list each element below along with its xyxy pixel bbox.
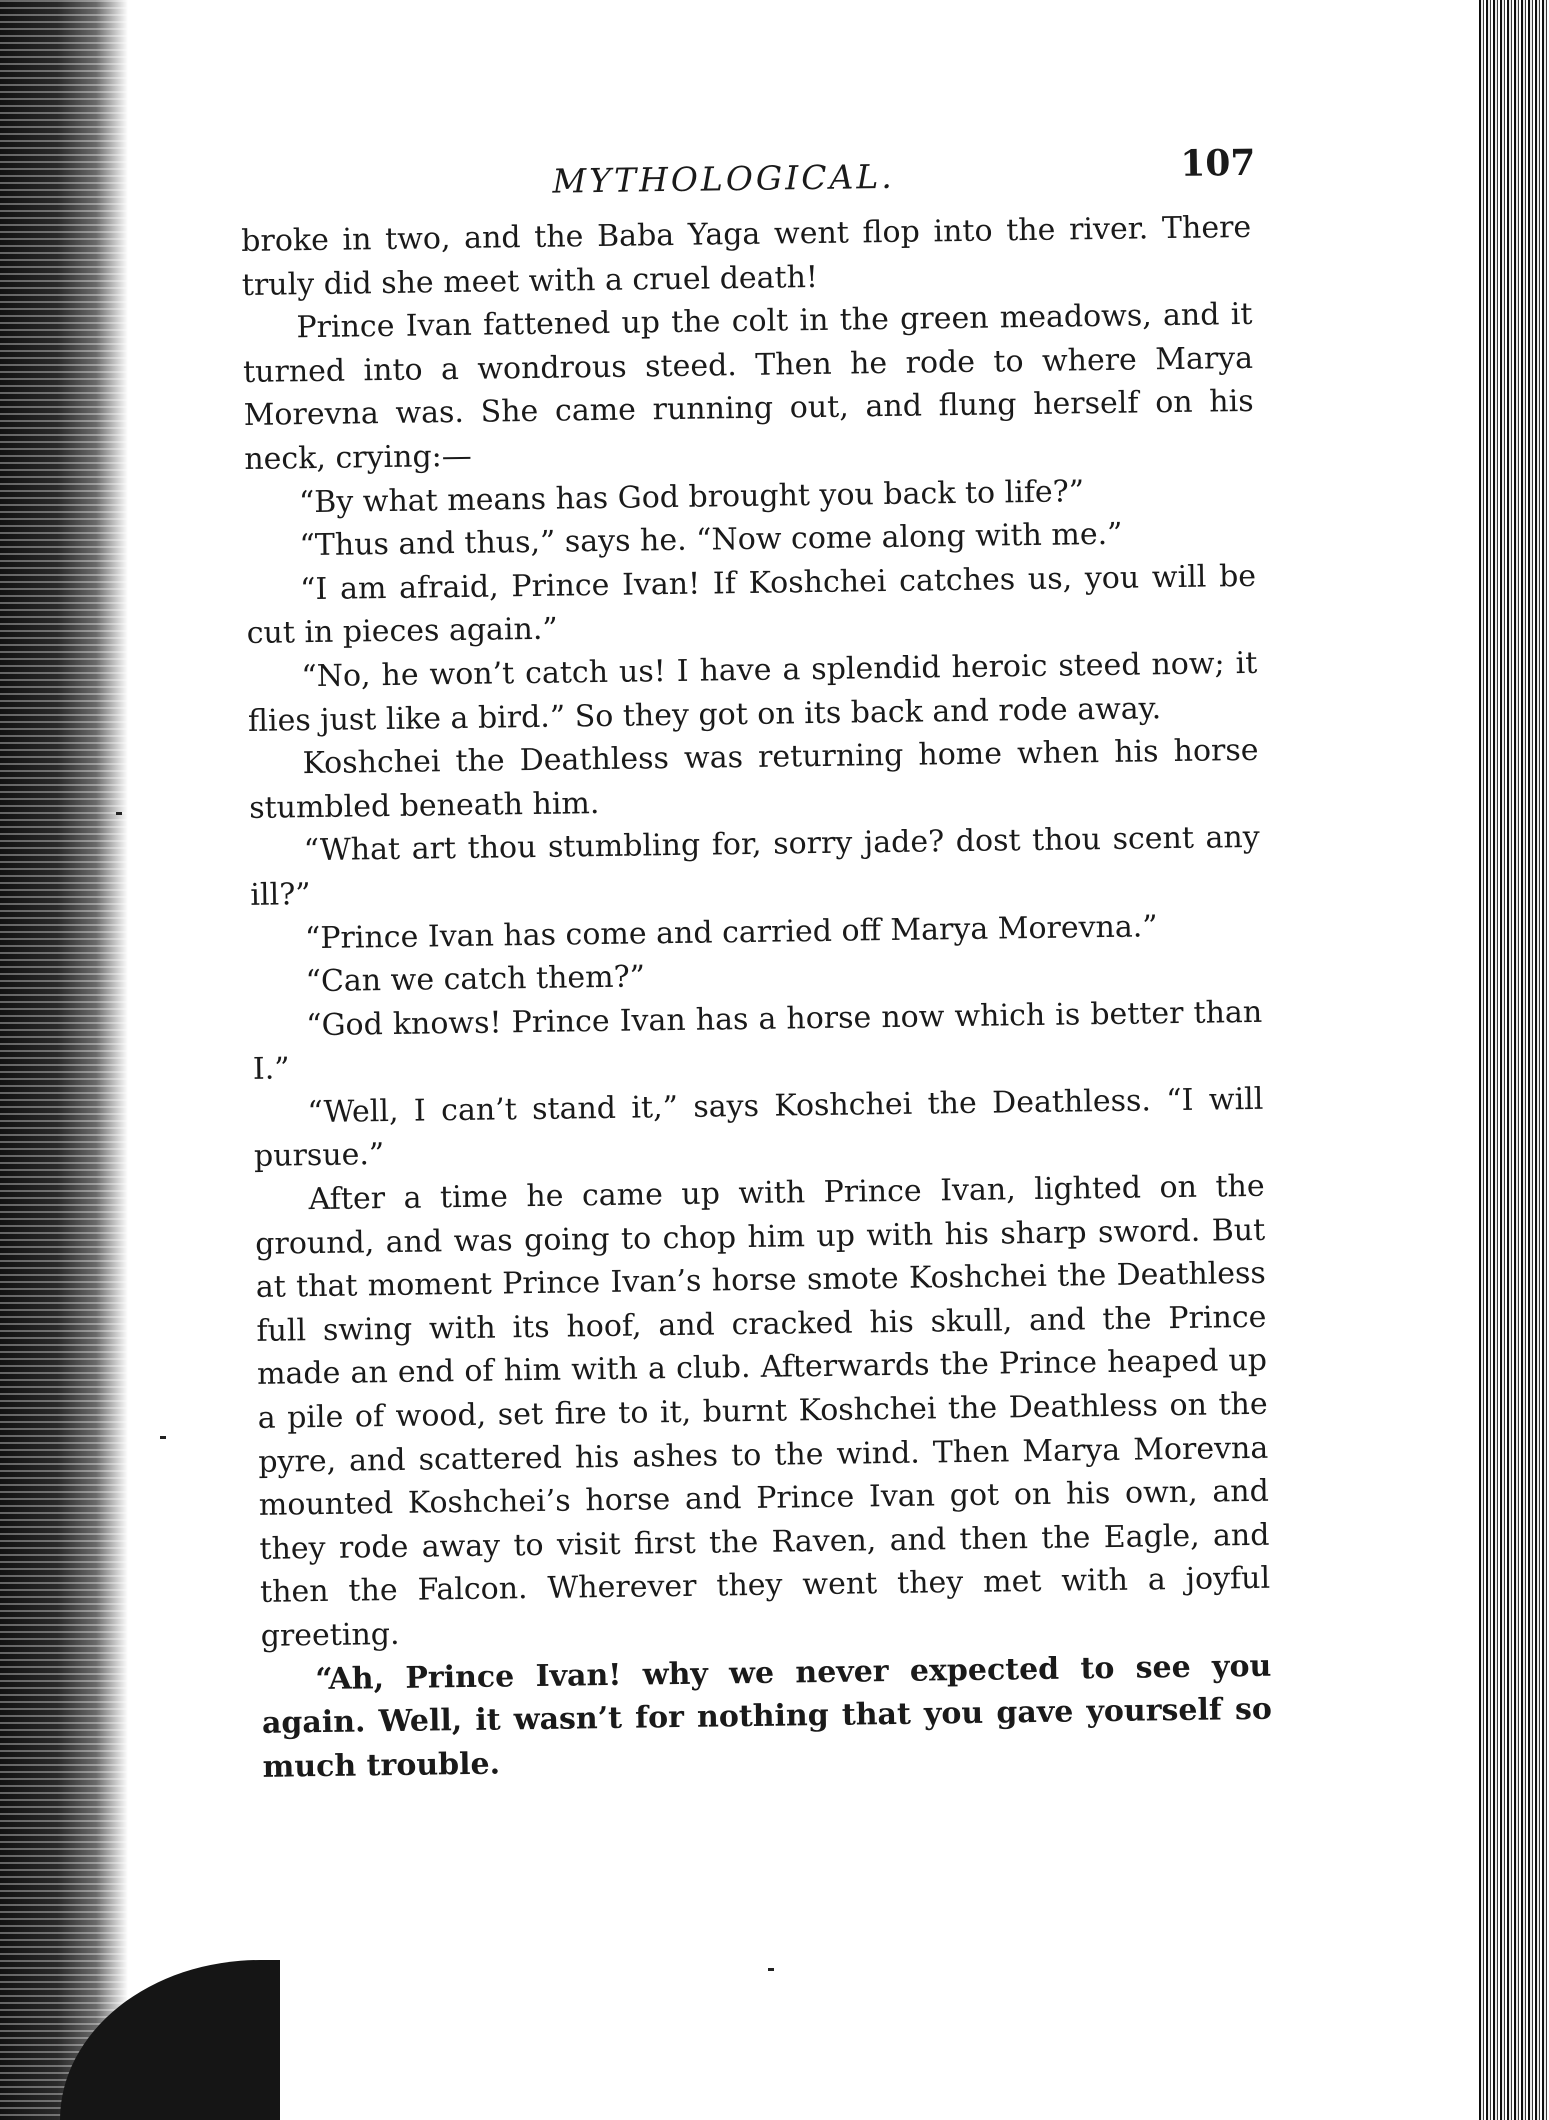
paragraph: “God knows! Prince Ivan has a horse now which is better than I.” [252,994,1263,1088]
paragraph: “Ah, Prince Ivan! why we never expected to see you again. Well, it wasn’t for nothing that you gave yourself so much trouble. [261,1648,1273,1785]
paragraph: After a time he came up with Prince Ivan, lighted on the ground, and was going to chop him up with his sharp sword. But at that moment Prince Ivan’s horse smote Koshchei the Deathless full swing with its hoof, and cracked his skull, and the Prince made an end of him with a club. Afterwards the Prince heaped up a pile of wood, set fire to it, burnt Koshchei the Deathless on the pyre, and scattered his ashes to the wind. Then Marya Morevna mounted Koshchei’s horse and Prince Ivan got on his own, and they rode away to visit first the Raven, and then the Eagle, and then the Falcon. Wherever they went they met with a joyful greeting. [255,1168,1271,1654]
paragraph: “Well, I can’t stand it,” says Koshchei the Deathless. “I will pursue.” [253,1081,1264,1175]
paragraph: “What art thou stumbling for, sorry jade? dost thou scent any ill?” [250,820,1260,913]
page-number: 107 [1179,141,1256,185]
paragraph: “I am afraid, Prince Ivan! If Koshchei catches us, you will be cut in pieces again.” [246,558,1257,652]
paragraph: Prince Ivan fattened up the colt in the green meadows, and it turned into a wondrous steed. Then he rode to where Marya Morevna was. She came running out, and flung herself on his neck, crying:— [242,297,1254,477]
page-content [240,136,1273,1789]
paragraph: “Prince Ivan has come and carried off Marya Morevna.” [304,908,1158,956]
ink-speck [116,812,122,815]
ink-speck [768,1968,774,1971]
running-title: MYTHOLOGICAL. [552,156,895,201]
book-gutter-shadow [0,0,128,2120]
ink-speck [160,1436,166,1439]
paragraph: “Thus and thus,” says he. “Now come along with me.” [299,516,1123,564]
running-head [240,136,1256,220]
page-stack-edge [1479,0,1549,2120]
paragraph: “Can we catch them?” [305,959,646,1000]
body-text [241,206,1273,1789]
paragraph: Koshchei the Deathless was returning home when his horse stumbled beneath him. [248,732,1259,826]
paragraph: “No, he won’t catch us! I have a splendid heroic steed now; it flies just like a bird.” So they got on its back and rode away. [247,645,1258,739]
paragraph: broke in two, and the Baba Yaga went flop into the river. There truly did she meet with a cruel death! [241,209,1252,303]
paragraph: “By what means has God brought you back to life?” [298,473,1085,520]
